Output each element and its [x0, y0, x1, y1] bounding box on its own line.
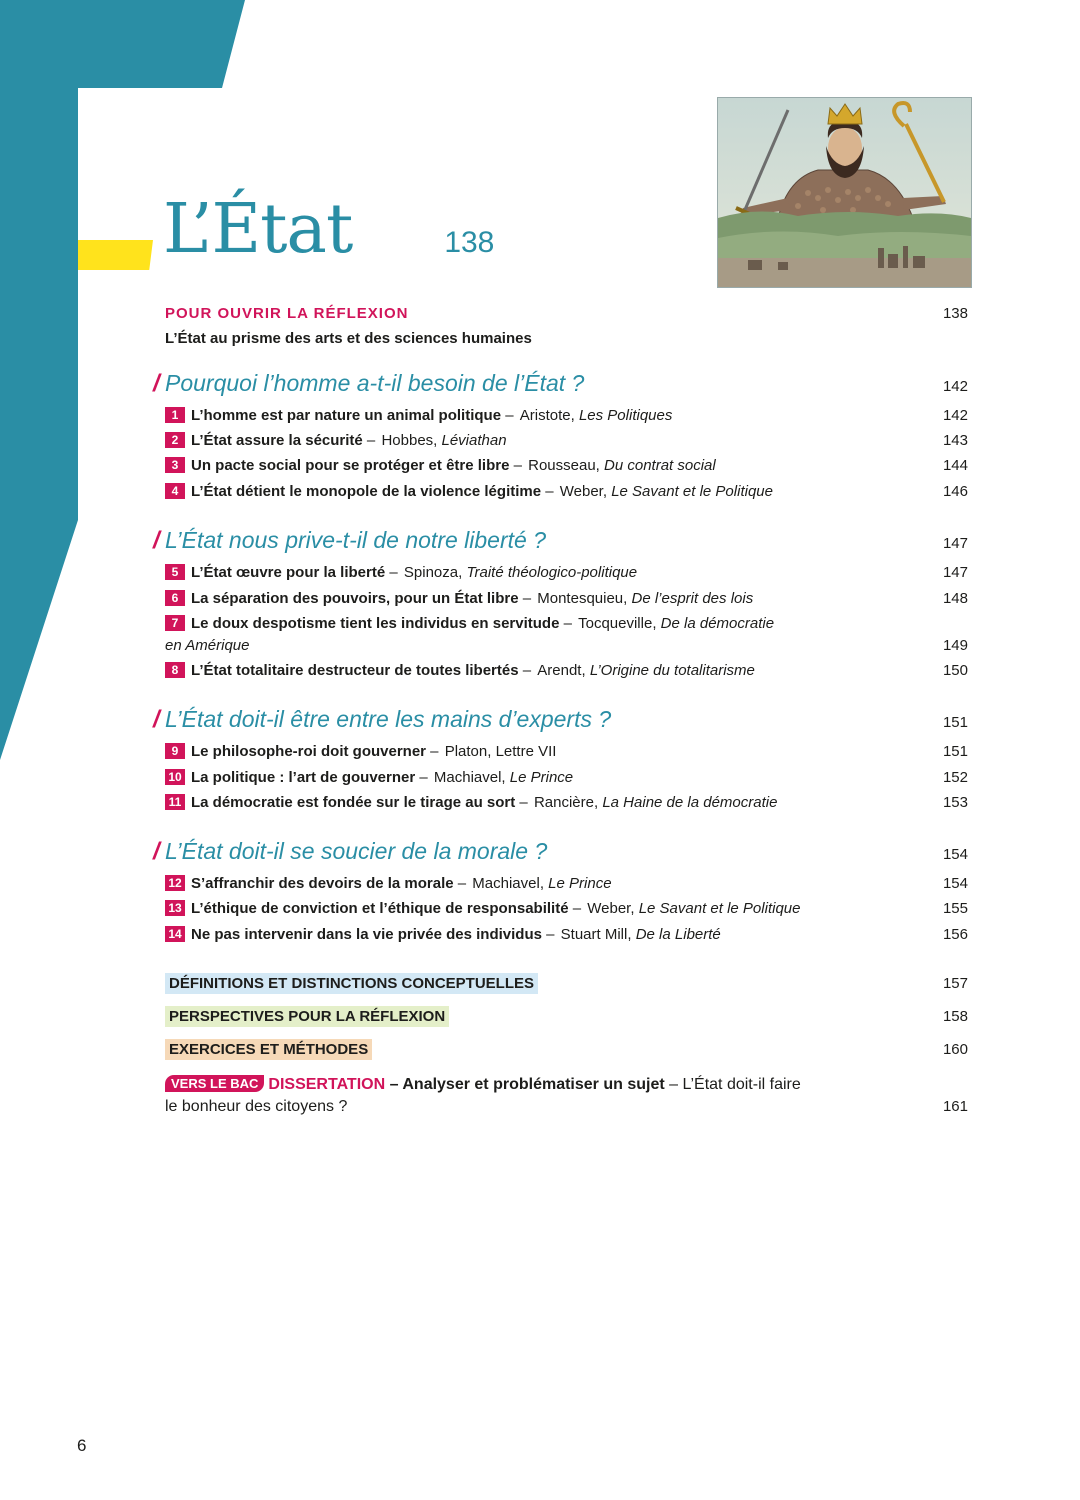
entry-author: Spinoza, — [403, 564, 463, 581]
entry-work: De la démocratie — [660, 615, 775, 632]
entry-author: Montesquieu, — [537, 590, 628, 607]
entry-title: La démocratie est fondée sur le tirage au sort — [191, 794, 516, 811]
entry-page: 155 — [942, 900, 968, 917]
entry-work: Les Politiques — [578, 407, 673, 424]
entry-title: La séparation des pouvoirs, pour un État libre — [191, 590, 519, 607]
entry-title: L’homme est par nature un animal politique — [191, 407, 502, 424]
entry-work: Le Prince — [548, 875, 612, 892]
entry-work: La Haine de la démocratie — [602, 794, 778, 811]
entry-title: S’affranchir des devoirs de la morale — [191, 875, 454, 892]
bac-kind: DISSERTATION — [268, 1076, 386, 1093]
section-page: 142 — [942, 378, 968, 395]
entry-work: De la Liberté — [635, 926, 721, 943]
entry-work: Le Savant et le Politique — [638, 900, 801, 917]
entry-page: 142 — [942, 407, 968, 424]
toc-entry[interactable]: 13 L’éthique de conviction et l’éthique de responsabilité – Weber, Le Savant et le Politique 155 — [165, 900, 968, 917]
toc-entry[interactable]: 2 L’État assure la sécurité – Hobbes, Léviathan 143 — [165, 432, 968, 449]
section-page: 154 — [942, 846, 968, 863]
entry-number: 14 — [165, 926, 185, 942]
entry-work: Le Prince — [509, 769, 574, 786]
entry-work: De l’esprit des lois — [631, 590, 754, 607]
entry-author: Rancière, — [533, 794, 599, 811]
entry-title: Le doux despotisme tient les individus en servitude — [191, 615, 560, 632]
perspectives-label: PERSPECTIVES POUR LA RÉFLEXION — [165, 1006, 449, 1027]
entry-author: Arendt, — [537, 662, 586, 679]
entry-title: Ne pas intervenir dans la vie privée des individus — [191, 926, 542, 943]
intro-subtitle: L’État au prisme des arts et des sciences humaines — [165, 330, 532, 347]
exercises-label: EXERCICES ET MÉTHODES — [165, 1039, 372, 1060]
section-question-row[interactable] — [153, 838, 968, 865]
entry-page: 153 — [942, 794, 968, 811]
section-question: L’État doit-il se soucier de la morale ? — [165, 838, 548, 864]
definitions-page: 157 — [942, 975, 968, 992]
entry-author: Stuart Mill, — [560, 926, 632, 943]
entry-author: Machiavel, — [433, 769, 506, 786]
chapter-title: L’État — [163, 190, 353, 269]
entry-author: Rousseau, — [528, 457, 600, 474]
chapter-page-number: 138 — [444, 226, 495, 259]
exercises-page: 160 — [942, 1041, 968, 1058]
entry-page: 151 — [942, 743, 968, 760]
definitions-row[interactable] — [165, 975, 968, 993]
entry-work: L’Origine du totalitarisme — [589, 662, 755, 679]
toc-entry[interactable]: 1 L’homme est par nature un animal politique – Aristote, Les Politiques 142 — [165, 407, 968, 424]
toc-entry[interactable]: 6 La séparation des pouvoirs, pour un État libre – Montesquieu, De l’esprit des lois 148 — [165, 590, 968, 607]
entry-work-continued: en Amérique — [165, 637, 250, 654]
entry-page: 150 — [942, 662, 968, 679]
slash-marker: / — [153, 838, 160, 865]
entry-number: 12 — [165, 875, 185, 891]
entry-page: 156 — [942, 926, 968, 943]
slash-marker: / — [153, 370, 160, 397]
entry-number: 5 — [165, 564, 185, 580]
chapter-header — [163, 190, 495, 269]
toc-entry[interactable]: 3 Un pacte social pour se protéger et être libre – Rousseau, Du contrat social 144 — [165, 457, 968, 474]
intro-page: 138 — [942, 305, 968, 322]
bac-page: 161 — [942, 1098, 968, 1115]
entry-page: 147 — [942, 564, 968, 581]
entry-page: 149 — [942, 637, 968, 654]
entry-number: 11 — [165, 794, 185, 810]
toc-entry[interactable]: 11 La démocratie est fondée sur le tirage au sort – Rancière, La Haine de la démocratie 153 — [165, 794, 968, 811]
bac-row-continuation[interactable] — [165, 1098, 968, 1116]
toc-entry[interactable]: 4 L’État détient le monopole de la violence légitime – Weber, Le Savant et le Politique 146 — [165, 483, 968, 500]
entry-number: 8 — [165, 662, 185, 678]
section-page: 151 — [942, 714, 968, 731]
toc-entry[interactable]: 9 Le philosophe-roi doit gouverner – Platon, Lettre VII 151 — [165, 743, 968, 760]
toc-entry[interactable]: 8 L’État totalitaire destructeur de toutes libertés – Arendt, L’Origine du totalitarisme 150 — [165, 662, 968, 679]
toc-entry-continuation[interactable] — [165, 637, 968, 654]
entry-author: Hobbes, — [381, 432, 438, 449]
entry-number: 9 — [165, 743, 185, 759]
entry-title: L’État œuvre pour la liberté — [191, 564, 386, 581]
entry-page: 152 — [942, 769, 968, 786]
bac-badge: VERS LE BAC — [165, 1075, 264, 1092]
entry-number: 4 — [165, 483, 185, 499]
entry-author: Weber, — [587, 900, 635, 917]
entry-page: 143 — [942, 432, 968, 449]
entry-page: 144 — [942, 457, 968, 474]
entry-number: 2 — [165, 432, 185, 448]
entry-author: Weber, — [559, 483, 608, 500]
section-question-row[interactable] — [153, 706, 968, 733]
toc-entry[interactable]: 14 Ne pas intervenir dans la vie privée des individus – Stuart Mill, De la Liberté 156 — [165, 926, 968, 943]
leviathan-illustration — [717, 97, 972, 288]
section-question: Pourquoi l’homme a-t-il besoin de l’État ? — [165, 370, 585, 396]
section-question: L’État nous prive-t-il de notre liberté ? — [165, 527, 546, 553]
section-page: 147 — [942, 535, 968, 552]
entry-author: Platon, Lettre VII — [444, 743, 557, 760]
side-band — [0, 0, 260, 800]
entry-number: 3 — [165, 457, 185, 473]
entry-work: Du contrat social — [604, 457, 716, 474]
bac-row[interactable] — [165, 1075, 968, 1094]
slash-marker: / — [153, 527, 160, 554]
toc-entry[interactable]: 12 S’affranchir des devoirs de la morale – Machiavel, Le Prince 154 — [165, 875, 968, 892]
entry-title: L’État assure la sécurité — [191, 432, 363, 449]
entry-page: 146 — [942, 483, 968, 500]
yellow-accent-bar — [78, 240, 153, 270]
toc-entry[interactable]: 7 Le doux despotisme tient les individus en servitude – Tocqueville, De la démocratie — [165, 615, 968, 632]
slash-marker: / — [153, 706, 160, 733]
entry-number: 13 — [165, 900, 185, 916]
entry-title: L’éthique de conviction et l’éthique de responsabilité — [191, 900, 569, 917]
definitions-label: DÉFINITIONS ET DISTINCTIONS CONCEPTUELLES — [165, 973, 538, 994]
bac-method: – Analyser et problématiser un sujet — [389, 1076, 665, 1093]
entry-work: Léviathan — [441, 432, 507, 449]
toc-entry[interactable]: 5 L’État œuvre pour la liberté – Spinoza, Traité théologico-politique 147 — [165, 564, 968, 581]
toc-entry[interactable]: 10 La politique : l’art de gouverner – Machiavel, Le Prince 152 — [165, 769, 968, 786]
entry-number: 6 — [165, 590, 185, 606]
entry-title: Un pacte social pour se protéger et être libre — [191, 457, 510, 474]
intro-subtitle-row — [165, 330, 968, 347]
entry-number: 10 — [165, 769, 185, 785]
entry-author: Tocqueville, — [578, 615, 657, 632]
section-question-row[interactable] — [153, 370, 968, 397]
perspectives-page: 158 — [942, 1008, 968, 1025]
entry-title: Le philosophe-roi doit gouverner — [191, 743, 427, 760]
entry-page: 154 — [942, 875, 968, 892]
section-question: L’État doit-il être entre les mains d’experts ? — [165, 706, 612, 732]
entry-author: Aristote, — [519, 407, 575, 424]
intro-label: POUR OUVRIR LA RÉFLEXION — [165, 305, 409, 322]
entry-title: La politique : l’art de gouverner — [191, 769, 416, 786]
bac-topic-line1: – L’État doit-il faire — [669, 1076, 801, 1093]
entry-work: Traité théologico-politique — [466, 564, 638, 581]
section-question-row[interactable] — [153, 527, 968, 554]
exercises-row[interactable] — [165, 1041, 968, 1059]
entry-title: L’État détient le monopole de la violence légitime — [191, 483, 542, 500]
entry-number: 7 — [165, 615, 185, 631]
entry-author: Machiavel, — [472, 875, 544, 892]
bac-topic-line2: le bonheur des citoyens ? — [165, 1098, 348, 1115]
page-number: 6 — [77, 1436, 87, 1455]
entry-page: 148 — [942, 590, 968, 607]
entry-number: 1 — [165, 407, 185, 423]
perspectives-row[interactable] — [165, 1008, 968, 1026]
intro-row[interactable] — [165, 305, 968, 322]
entry-work: Le Savant et le Politique — [611, 483, 773, 500]
entry-title: L’État totalitaire destructeur de toutes libertés — [191, 662, 519, 679]
